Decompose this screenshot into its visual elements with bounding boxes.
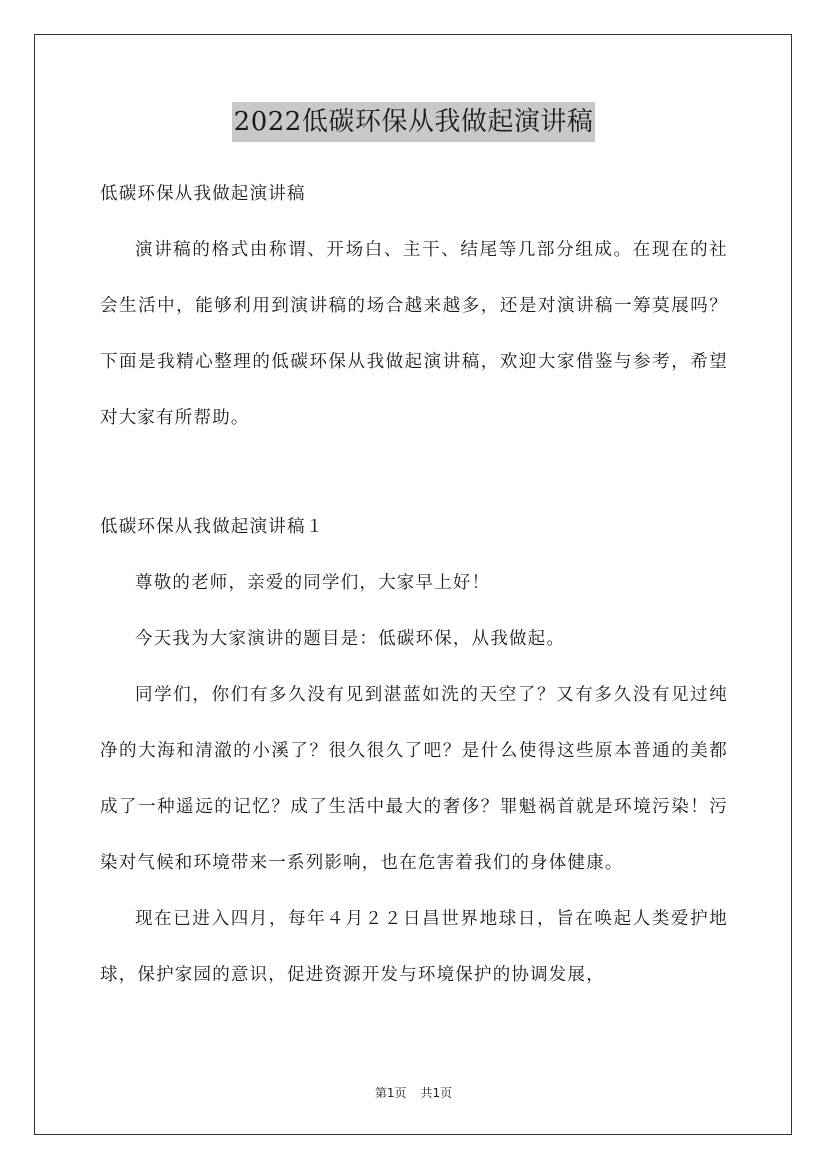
section-heading: 低碳环保从我做起演讲稿１	[100, 517, 325, 537]
subtitle: 低碳环保从我做起演讲稿	[100, 184, 306, 204]
document-body	[100, 166, 728, 1003]
body-paragraph: 现在已进入四月，每年４月２２日昌世界地球日，旨在唤起人类爱护地球，保护家园的意识，促进资源开发与环境保护的协调发展，	[100, 909, 728, 985]
intro-paragraph: 演讲稿的格式由称谓、开场白、主干、结尾等几部分组成。在现在的社会生活中，能够利用到演讲稿的场合越来越多，还是对演讲稿一筹莫展吗？下面是我精心整理的低碳环保从我做起演讲稿，欢迎大家借鉴与参考，希望对大家有所帮助。	[100, 240, 728, 428]
body-paragraph: 同学们，你们有多久没有见到湛蓝如洗的天空了？又有多久没有见过纯净的大海和清澈的小溪了？很久很久了吧？是什么使得这些原本普通的美都成了一种遥远的记忆？成了生活中最大的奢侈？罪魁祸首就是环境污染！污染对气候和环境带来一系列影响，也在危害着我们的身体健康。	[100, 685, 728, 873]
page-number-total: 共1页	[420, 1086, 453, 1100]
body-paragraph: 尊敬的老师，亲爱的同学们，大家早上好！	[135, 573, 491, 593]
document-title: 2022低碳环保从我做起演讲稿	[232, 102, 596, 142]
title-container	[0, 102, 827, 142]
page-footer	[0, 1084, 827, 1101]
body-paragraph: 今天我为大家演讲的题目是：低碳环保，从我做起。	[135, 629, 566, 649]
page-number-current: 第1页	[374, 1086, 407, 1100]
